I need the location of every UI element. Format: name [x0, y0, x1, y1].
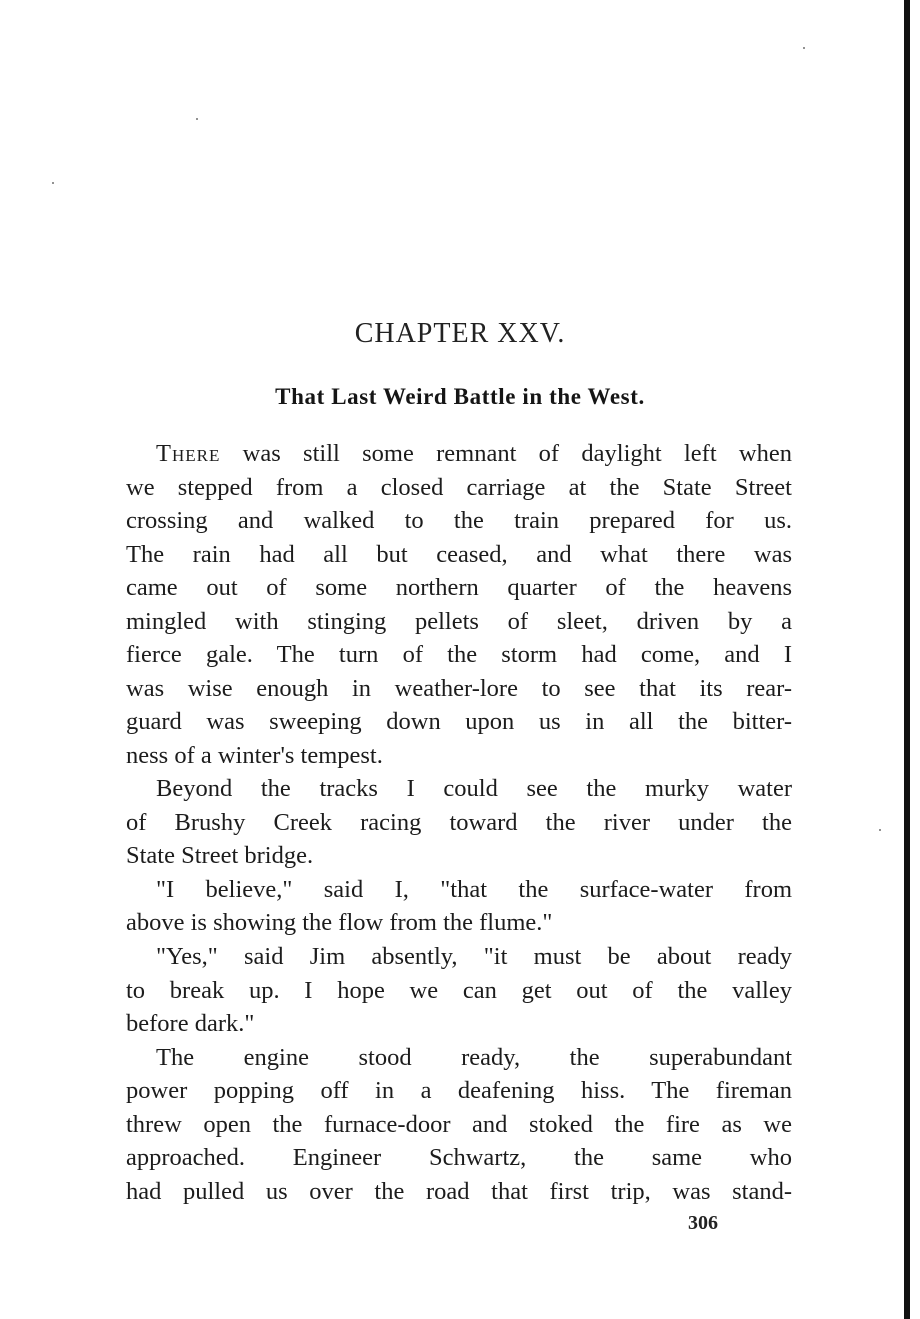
chapter-title: That Last Weird Battle in the West. — [275, 384, 645, 409]
text-line: came out of some northern quarter of the heavens — [126, 574, 792, 601]
text-line: guard was sweeping down upon us in all the bitter- — [126, 708, 792, 735]
text-line: was wise enough in weather-lore to see that its rear- — [126, 675, 792, 702]
text-line: fierce gale. The turn of the storm had come, and I — [126, 641, 792, 668]
text-line: power popping off in a deafening hiss. The fireman — [126, 1077, 792, 1104]
text-line: "I believe," said I, "that the surface-water from — [156, 876, 792, 903]
text-line: Beyond the tracks I could see the murky water — [156, 775, 792, 802]
paper-speck — [879, 829, 881, 831]
paper-speck — [803, 47, 805, 49]
chapter-heading: CHAPTER XXV. — [354, 318, 566, 349]
text-line: The engine stood ready, the superabundant — [156, 1044, 792, 1071]
page-edge-shadow — [904, 0, 910, 1319]
text-line: mingled with stinging pellets of sleet, driven by a — [126, 608, 792, 635]
text-line: of Brushy Creek racing toward the river under the — [126, 809, 792, 836]
text-line: above is showing the flow from the flume." — [126, 909, 553, 936]
text-line: had pulled us over the road that first trip, was stand- — [126, 1178, 792, 1205]
text-line — [156, 437, 792, 471]
paper-speck — [196, 118, 198, 120]
text-line: approached. Engineer Schwartz, the same who — [126, 1144, 792, 1171]
text-line: "Yes," said Jim absently, "it must be about ready — [156, 943, 792, 970]
opening-word: There — [156, 440, 221, 467]
text-line: to break up. I hope we can get out of the valley — [126, 977, 792, 1004]
text-line: we stepped from a closed carriage at the State Street — [126, 474, 792, 501]
text-line-content: was still some remnant of daylight left when — [220, 440, 792, 467]
text-line: before dark." — [126, 1010, 255, 1037]
text-line: State Street bridge. — [126, 842, 314, 869]
text-line: threw open the furnace-door and stoked the fire as we — [126, 1111, 792, 1138]
paper-speck — [52, 182, 54, 184]
text-line: ness of a winter's tempest. — [126, 742, 383, 769]
text-line: crossing and walked to the train prepared for us. — [126, 507, 792, 534]
page-number: 306 — [688, 1212, 718, 1234]
text-line: The rain had all but ceased, and what there was — [126, 541, 792, 568]
